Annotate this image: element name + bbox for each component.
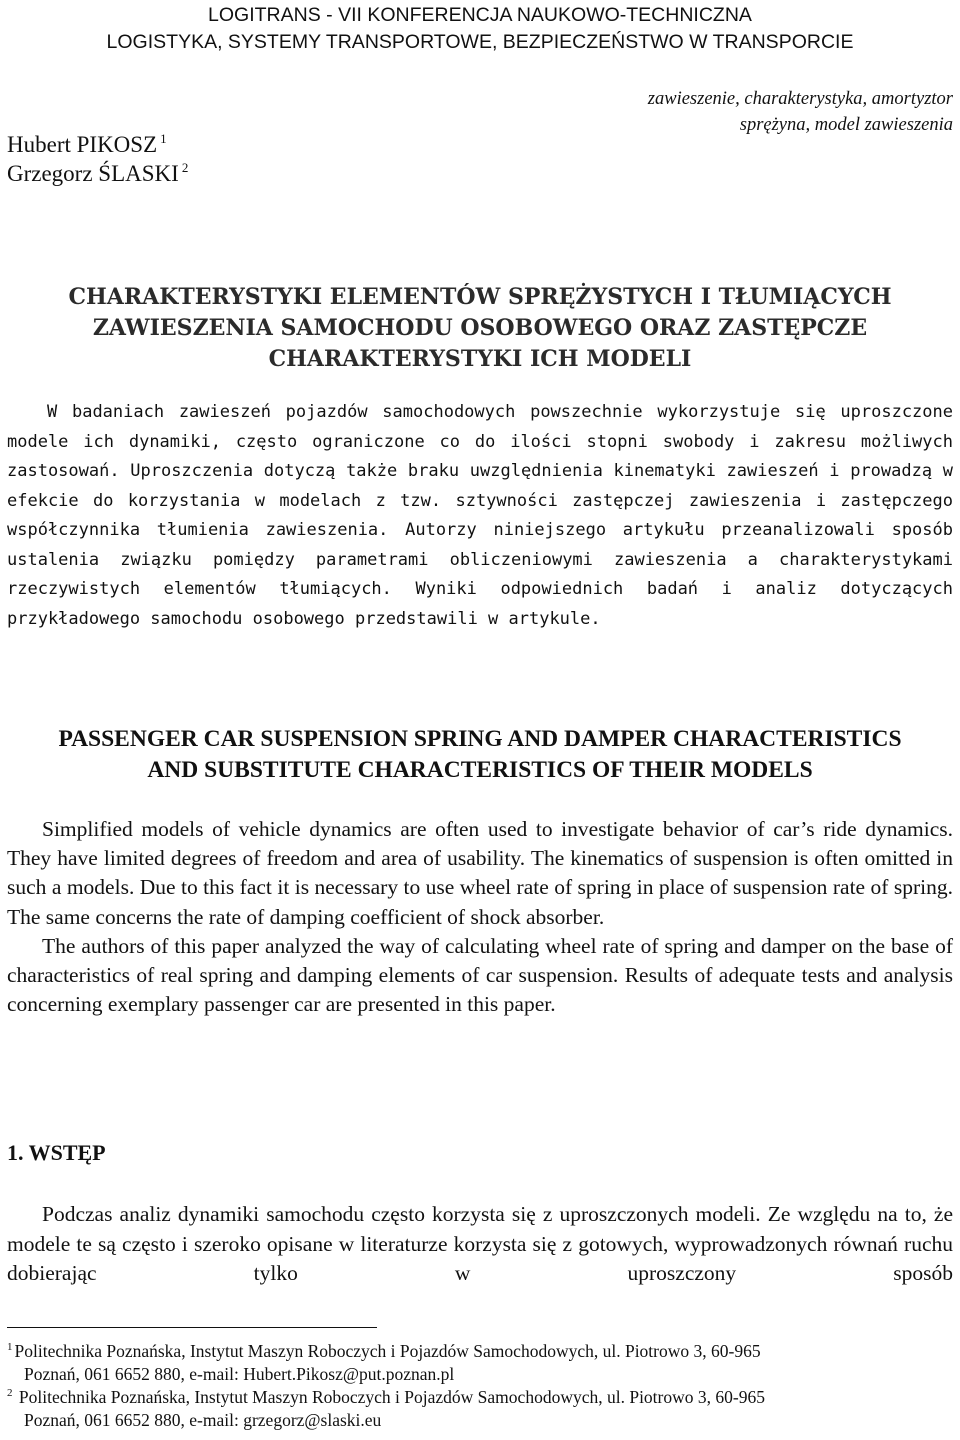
- footnote-mark: 2: [7, 1387, 13, 1399]
- title-line: ZAWIESZENIA SAMOCHODU OSOBOWEGO ORAZ ZASTĘPCZE: [92, 315, 868, 341]
- affiliation-mark: 1: [160, 131, 167, 146]
- section-heading: 1. WSTĘP: [7, 1140, 106, 1165]
- conference-header: [0, 2, 960, 56]
- footnote-text: Poznań, 061 6652 880, e-mail: Hubert.Pikosz@put.poznan.pl: [24, 1363, 455, 1384]
- title-line: CHARAKTERYSTYKI ICH MODELI: [268, 346, 692, 372]
- title-line: PASSENGER CAR SUSPENSION SPRING AND DAMPER CHARACTERISTICS: [58, 726, 902, 752]
- title-line: CHARAKTERYSTYKI ELEMENTÓW SPRĘŻYSTYCH I TŁUMIĄCYCH: [68, 284, 892, 310]
- section-body: [7, 1200, 953, 1289]
- footnote-text: Poznań, 061 6652 880, e-mail: grzegorz@slaski.eu: [24, 1409, 382, 1430]
- footnotes: [7, 1340, 953, 1432]
- abstract-paragraph: Simplified models of vehicle dynamics are often used to investigate behavior of car’s ride dynamics. They have limited degrees of freedom and area of usability. The kinematics of suspension is often omitted in such a models. Due to this fact it is necessary to use wheel rate of spring in place of suspension rate of spring. The same concerns the rate of damping coefficient of shock absorber.: [7, 817, 953, 929]
- author: [7, 159, 188, 188]
- footnote-text: Politechnika Poznańska, Instytut Maszyn Roboczych i Pojazdów Samochodowych, ul. Piotrowo 3, 60-965: [14, 1341, 761, 1361]
- title-line: AND SUBSTITUTE CHARACTERISTICS OF THEIR MODELS: [147, 757, 813, 783]
- conference-title: LOGITRANS - VII KONFERENCJA NAUKOWO-TECHNICZNA: [208, 4, 752, 26]
- abstract-paragraph: The authors of this paper analyzed the way of calculating wheel rate of spring and damper on the base of characteristics of real spring and damping elements of car suspension. Results of adequate tests and analysis concerning exemplary passenger car are presented in this paper.: [7, 933, 953, 1017]
- conference-subtitle: LOGISTYKA, SYSTEMY TRANSPORTOWE, BEZPIECZEŃSTWO W TRANSPORCIE: [106, 31, 854, 53]
- author-list: [7, 130, 188, 188]
- abstract-english: [7, 815, 953, 1019]
- author: [7, 130, 188, 159]
- title-english: [0, 724, 960, 786]
- abstract-paragraph: W badaniach zawieszeń pojazdów samochodowych powszechnie wykorzystuje się uproszczone modele ich dynamiki, często ograniczone co do ilości stopni swobody i zakresu możliwych zastosowań. Uproszczenia dotyczą także braku uwzględnienia kinematyki zawieszeń i prowadzą w efekcie do korzystania w modelach z tzw. sztywności zastępczej zawieszenia i zastępczego współczynnika tłumienia zawieszenia. Autorzy niniejszego artykułu przeanalizowali sposób ustalenia związku pomiędzy parametrami obliczeniowymi zawieszenia a charakterystykami rzeczywistych elementów tłumiących. Wyniki odpowiednich badań i analiz dotyczących przykładowego samochodu osobowego przedstawili w artykule.: [7, 402, 953, 629]
- footnote-divider: [7, 1327, 377, 1328]
- title-polish: [0, 282, 960, 375]
- affiliation-mark: 2: [181, 160, 189, 175]
- footnote-text: Politechnika Poznańska, Instytut Maszyn Roboczych i Pojazdów Samochodowych, ul. Piotrowo 3, 60-965: [14, 1387, 765, 1407]
- keywords-line: sprężyna, model zawieszenia: [739, 115, 953, 135]
- body-paragraph: Podczas analiz dynamiki samochodu często korzysta się z uproszczonych modeli. Ze względu na to, że modele te są często i szeroko opisane w literaturze korzysta się z gotowych, wyprowadzonych równań ruchu dobierając tylko w uproszczony sposób: [7, 1202, 953, 1285]
- abstract-polish: [7, 398, 953, 634]
- author-name: Grzegorz ŚLASKI: [7, 161, 179, 186]
- keywords: [648, 86, 953, 138]
- keywords-line: zawieszenie, charakterystyka, amortyztor: [647, 89, 953, 109]
- footnote: [7, 1340, 953, 1385]
- author-name: Hubert PIKOSZ: [7, 132, 158, 157]
- footnote-mark: 1: [7, 1341, 13, 1353]
- footnote: [7, 1386, 953, 1431]
